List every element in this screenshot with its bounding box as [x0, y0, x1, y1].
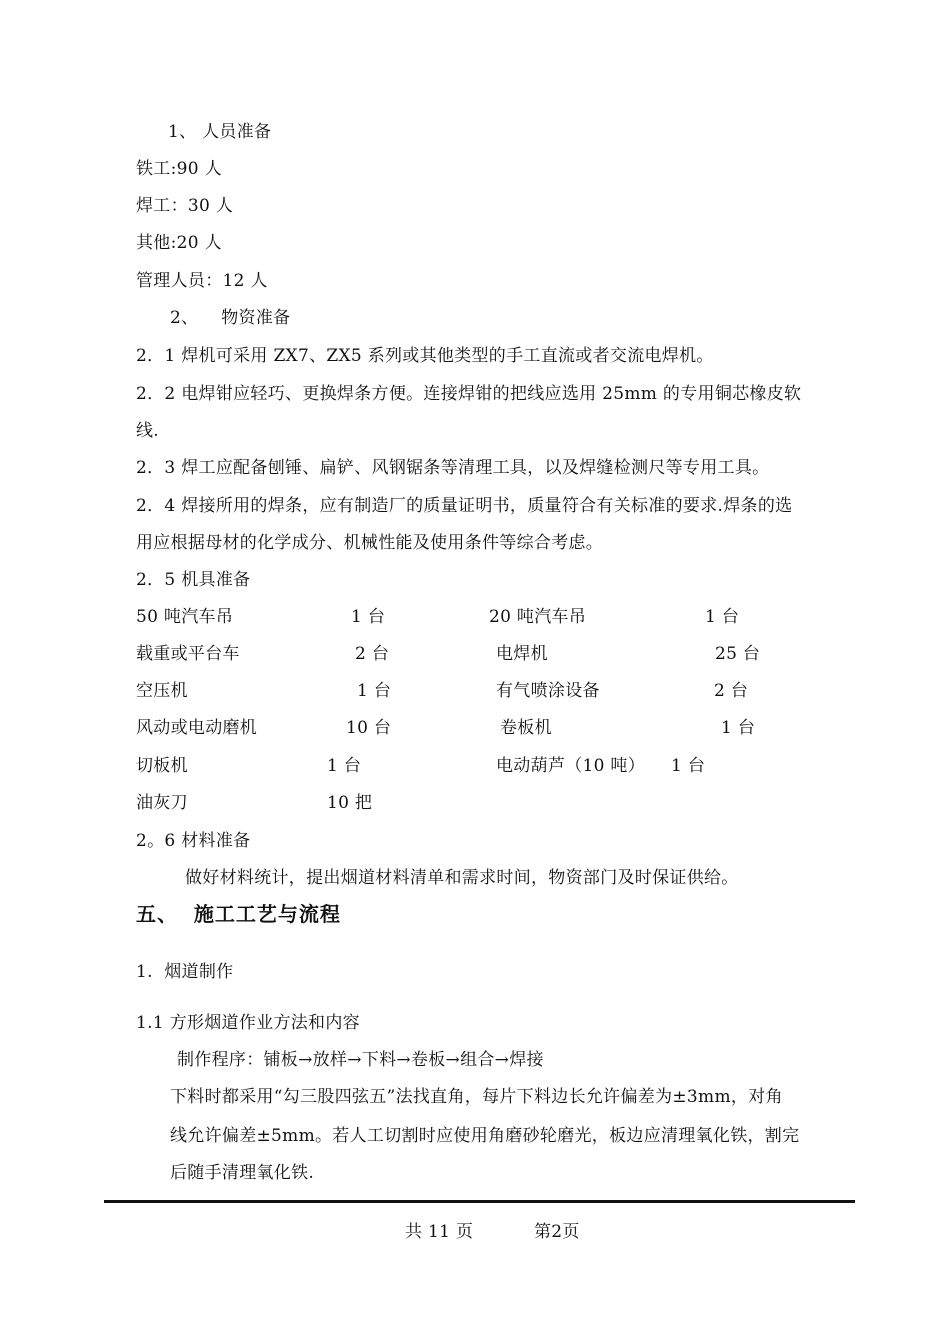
- equipment-qty: 2 台: [355, 644, 390, 664]
- procedure-line: 制作程序：铺板→放样→下料→卷板→组合→焊接: [177, 1050, 544, 1070]
- staff-welders: 焊工：30 人: [136, 196, 234, 216]
- equipment-qty: 1 台: [705, 607, 740, 627]
- staff-others: 其他:20 人: [136, 233, 222, 253]
- item-2-2-line1: 2．2 电焊钳应轻巧、更换焊条方便。连接焊钳的把线应选用 25mm 的专用铜芯橡皮软: [136, 384, 802, 404]
- equipment-name: 有气喷涂设备: [496, 681, 600, 701]
- equipment-name: 电焊机: [496, 644, 548, 664]
- equipment-name: 20 吨汽车吊: [489, 607, 587, 627]
- equipment-qty: 10 台: [346, 718, 392, 738]
- equipment-qty: 1 台: [327, 756, 362, 776]
- section-title-personnel: 1、 人员准备: [168, 122, 272, 142]
- equipment-qty: 10 把: [327, 793, 373, 813]
- equipment-name: 空压机: [136, 681, 188, 701]
- paragraph-line3: 后随手清理氧化铁.: [170, 1163, 315, 1183]
- item-2-2-line2: 线.: [136, 421, 160, 441]
- equipment-name: 油灰刀: [136, 793, 188, 813]
- staff-managers: 管理人员：12 人: [136, 271, 268, 291]
- item-2-6-text: 做好材料统计，提出烟道材料清单和需求时间，物资部门及时保证供给。: [185, 868, 739, 888]
- equipment-name: 切板机: [136, 756, 188, 776]
- equipment-name: 50 吨汽车吊: [136, 607, 234, 627]
- item-2-6: 2。6 材料准备: [136, 831, 251, 851]
- item-2-4-line2: 用应根据母材的化学成分、机械性能及使用条件等综合考虑。: [136, 533, 604, 553]
- staff-ironworkers: 铁工:90 人: [136, 159, 222, 179]
- footer-page-number: 第2页: [534, 1222, 580, 1242]
- paragraph-line2: 线允许偏差±5mm。若人工切割时应使用角磨砂轮磨光，板边应清理氧化铁，割完: [170, 1126, 800, 1146]
- item-2-3: 2．3 焊工应配备刨锤、扁铲、风钢锯条等清理工具，以及焊缝检测尺等专用工具。: [136, 458, 770, 478]
- section-heading-process: 五、 施工工艺与流程: [136, 902, 341, 926]
- equipment-name: 电动葫芦（10 吨）: [496, 756, 646, 776]
- item-2-4-line1: 2．4 焊接所用的焊条，应有制造厂的质量证明书，质量符合有关标准的要求.焊条的选: [136, 496, 793, 516]
- equipment-name: 卷板机: [500, 718, 552, 738]
- item-2-5: 2．5 机具准备: [136, 570, 251, 590]
- equipment-qty: 1 台: [721, 718, 756, 738]
- equipment-name: 风动或电动磨机: [136, 718, 258, 738]
- equipment-qty: 1 台: [357, 681, 392, 701]
- footer-total-pages: 共 11 页: [405, 1222, 474, 1242]
- equipment-qty: 1 台: [671, 756, 706, 776]
- equipment-qty: 2 台: [714, 681, 749, 701]
- item-2-1: 2．1 焊机可采用 ZX7、ZX5 系列或其他类型的手工直流或者交流电焊机。: [136, 346, 714, 366]
- section-title-materials: 2、 物资准备: [170, 308, 291, 328]
- paragraph-line1: 下料时都采用“勾三股四弦五”法找直角，每片下料边长允许偏差为±3mm，对角: [170, 1087, 783, 1107]
- equipment-qty: 25 台: [715, 644, 761, 664]
- equipment-qty: 1 台: [351, 607, 386, 627]
- footer-divider: [104, 1200, 855, 1203]
- equipment-name: 载重或平台车: [136, 644, 240, 664]
- subsection-flue-fabrication: 1. 烟道制作: [136, 962, 234, 982]
- subsection-square-flue: 1.1 方形烟道作业方法和内容: [136, 1013, 360, 1033]
